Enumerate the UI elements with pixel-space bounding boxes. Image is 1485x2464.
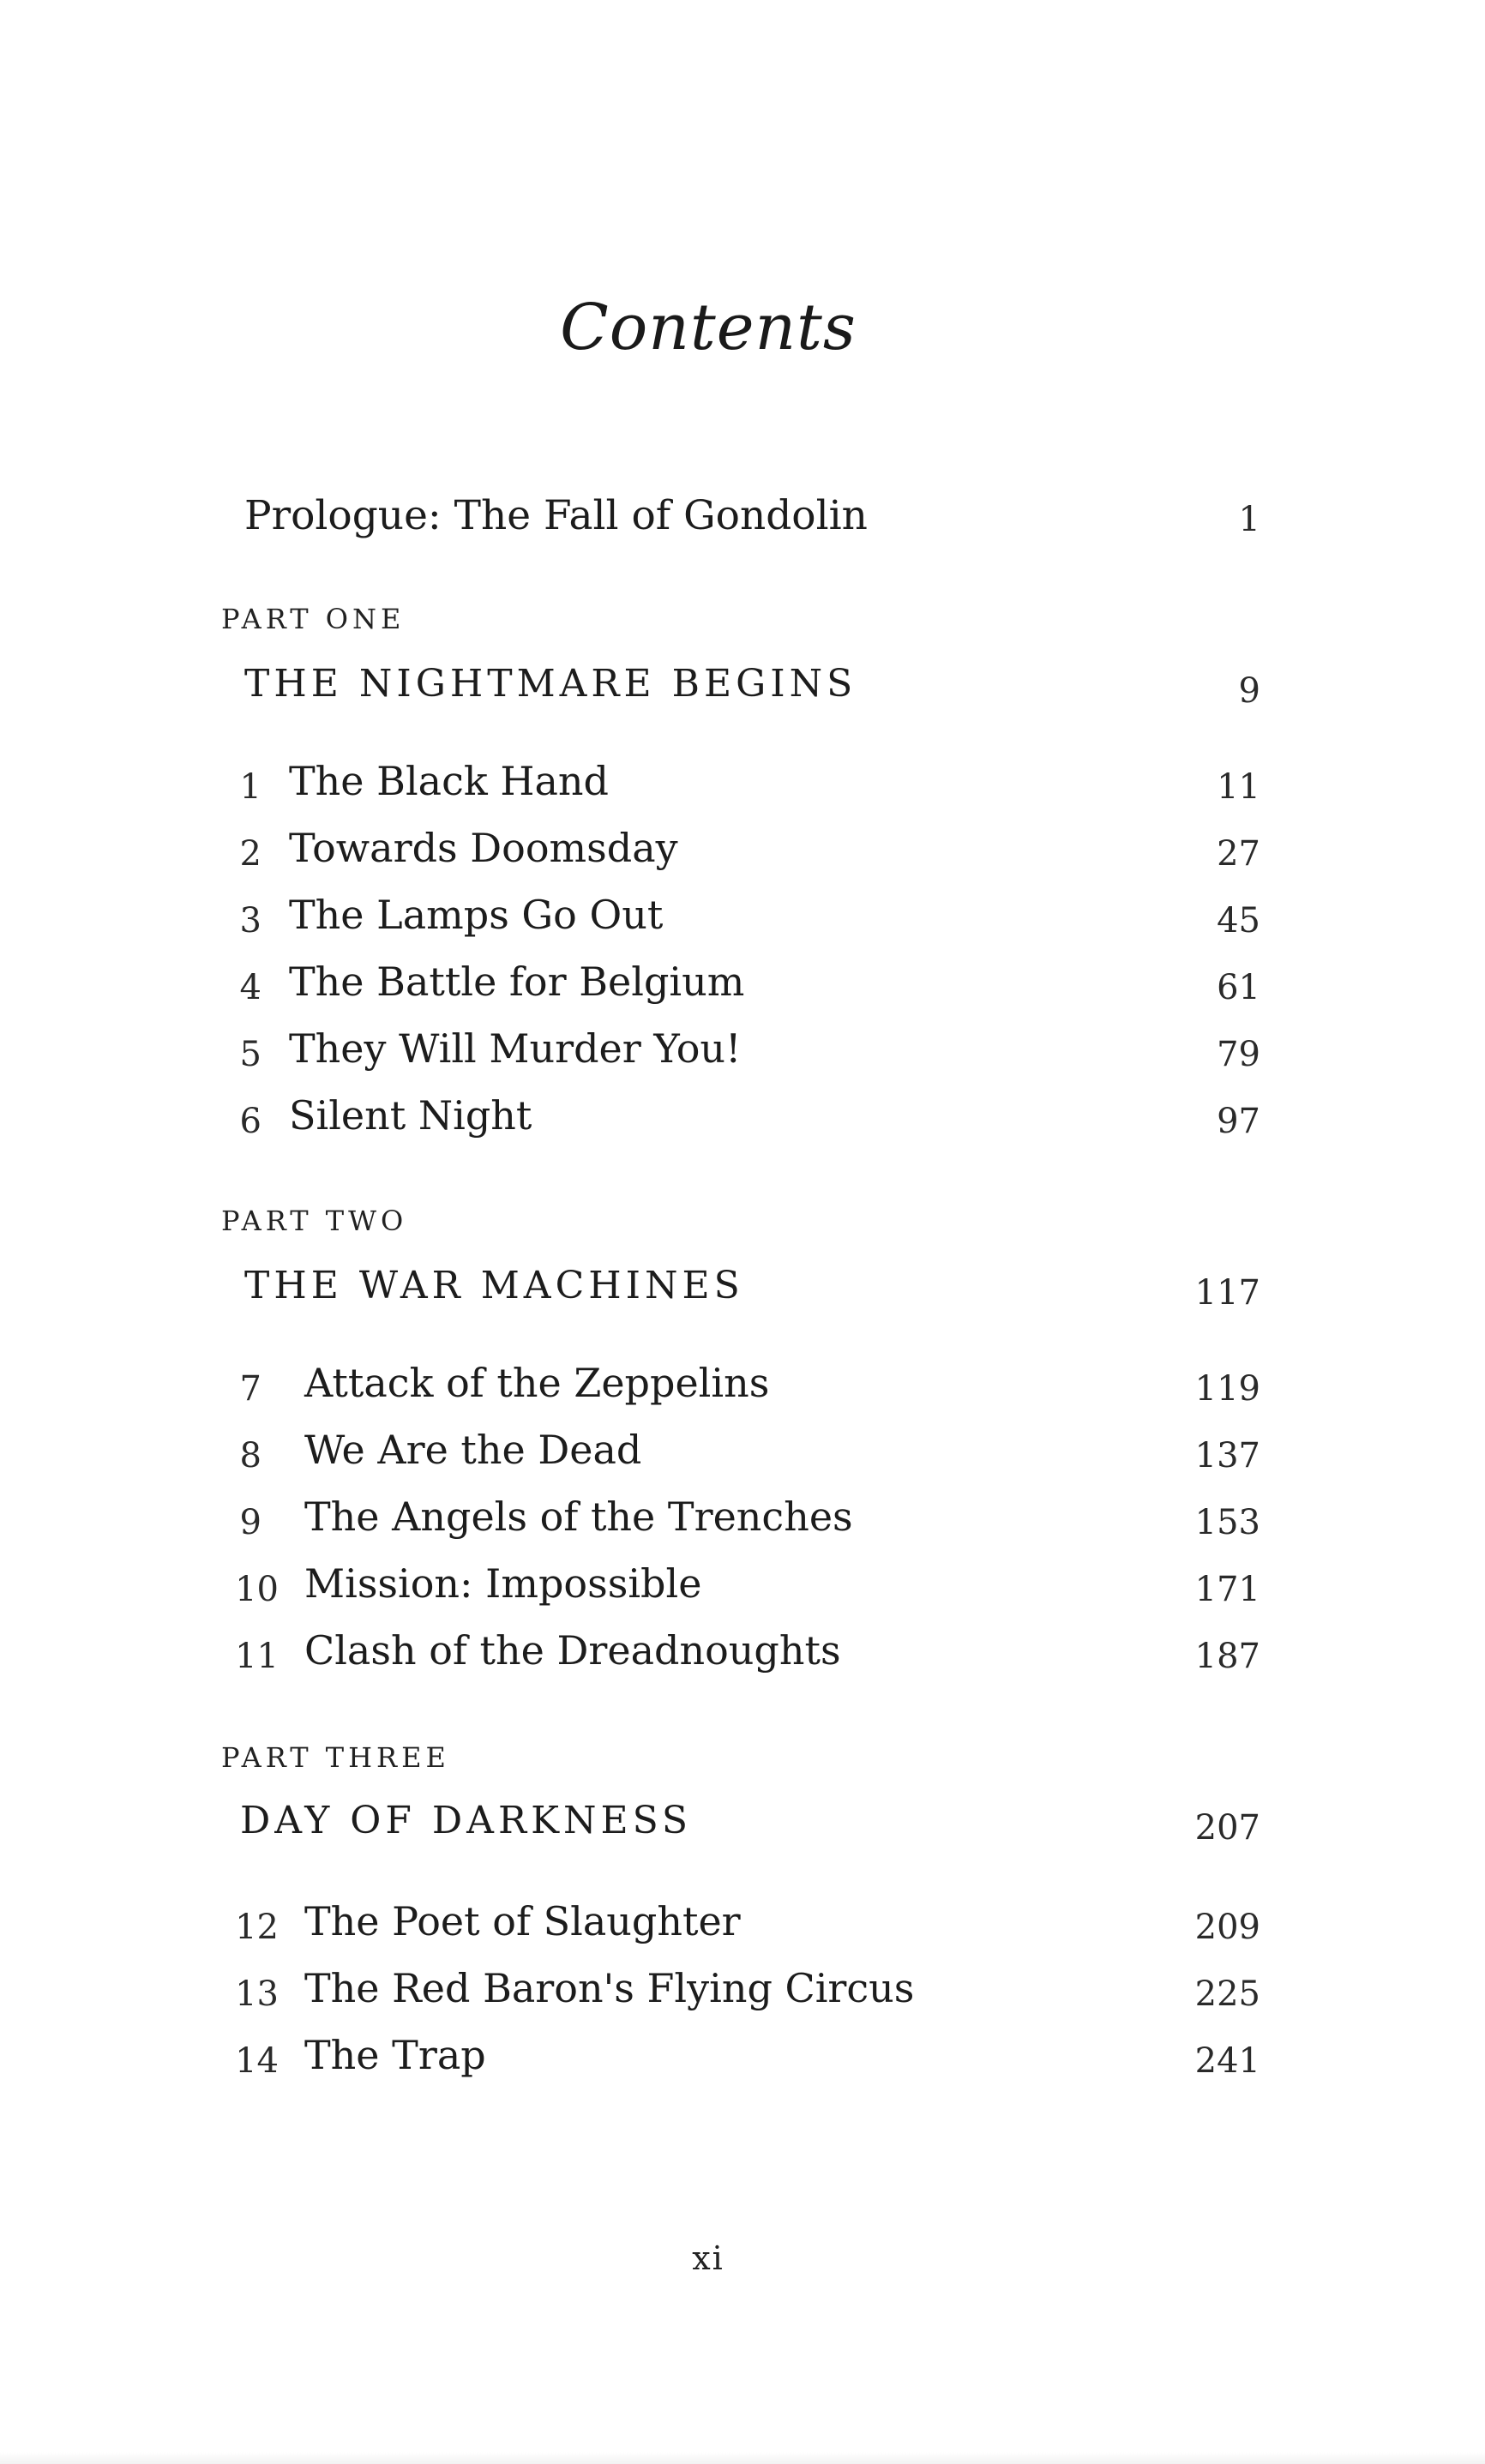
chapter-number: 2 xyxy=(239,834,262,874)
chapter-title: Mission: Impossible xyxy=(304,1560,702,1607)
part-one-page: 9 xyxy=(1238,671,1260,711)
scan-edge-shadow xyxy=(0,2452,1485,2464)
chapter-number: 11 xyxy=(235,1637,279,1676)
chapter-page: 27 xyxy=(1217,834,1260,874)
chapter-number: 13 xyxy=(235,1974,279,2014)
chapter-page: 79 xyxy=(1217,1035,1260,1074)
chapter-page: 97 xyxy=(1217,1102,1260,1141)
chapter-page: 11 xyxy=(1217,767,1260,807)
chapter-page: 61 xyxy=(1217,968,1260,1007)
chapter-title: They Will Murder You! xyxy=(289,1025,742,1072)
chapter-title: The Poet of Slaughter xyxy=(304,1898,741,1944)
chapter-page: 209 xyxy=(1194,1908,1260,1947)
chapter-title: Clash of the Dreadnoughts xyxy=(304,1627,841,1674)
chapter-title: The Black Hand xyxy=(289,758,609,804)
chapter-page: 225 xyxy=(1194,1974,1260,2014)
chapter-page: 119 xyxy=(1194,1369,1260,1409)
chapter-title: Attack of the Zeppelins xyxy=(304,1360,770,1406)
chapter-title: Towards Doomsday xyxy=(289,825,678,871)
page-title: Contents xyxy=(560,291,857,364)
prologue-page: 1 xyxy=(1238,500,1260,539)
chapter-number: 4 xyxy=(239,968,262,1007)
chapter-number: 8 xyxy=(239,1436,262,1475)
chapter-title: The Lamps Go Out xyxy=(289,892,664,938)
chapter-page: 137 xyxy=(1194,1436,1260,1475)
chapter-title: The Trap xyxy=(304,2032,486,2078)
part-two-page: 117 xyxy=(1194,1273,1260,1313)
chapter-number: 14 xyxy=(235,2041,279,2081)
chapter-number: 9 xyxy=(239,1503,262,1542)
chapter-number: 10 xyxy=(235,1570,279,1609)
chapter-number: 7 xyxy=(239,1369,262,1409)
part-one-title: THE NIGHTMARE BEGINS xyxy=(244,662,857,706)
chapter-page: 187 xyxy=(1194,1637,1260,1676)
chapter-number: 1 xyxy=(239,767,262,807)
chapter-page: 153 xyxy=(1194,1503,1260,1542)
part-one-label: PART ONE xyxy=(221,603,406,635)
part-two-label: PART TWO xyxy=(221,1205,408,1237)
prologue-title: Prologue: The Fall of Gondolin xyxy=(244,492,868,539)
part-three-title: DAY OF DARKNESS xyxy=(240,1799,693,1842)
chapter-title: Silent Night xyxy=(289,1092,532,1139)
page-number-folio: xi xyxy=(692,2239,724,2277)
chapter-number: 3 xyxy=(239,901,262,941)
chapter-page: 45 xyxy=(1217,901,1260,941)
part-three-page: 207 xyxy=(1194,1808,1260,1848)
part-three-label: PART THREE xyxy=(221,1741,450,1774)
chapter-title: The Battle for Belgium xyxy=(289,959,745,1005)
chapter-page: 171 xyxy=(1194,1570,1260,1609)
chapter-title: We Are the Dead xyxy=(304,1427,642,1473)
chapter-page: 241 xyxy=(1194,2041,1260,2081)
chapter-title: The Angels of the Trenches xyxy=(304,1493,853,1540)
chapter-number: 6 xyxy=(239,1102,262,1141)
chapter-title: The Red Baron's Flying Circus xyxy=(304,1965,915,2011)
part-two-title: THE WAR MACHINES xyxy=(244,1264,744,1307)
chapter-number: 12 xyxy=(235,1908,279,1947)
chapter-number: 5 xyxy=(239,1035,262,1074)
